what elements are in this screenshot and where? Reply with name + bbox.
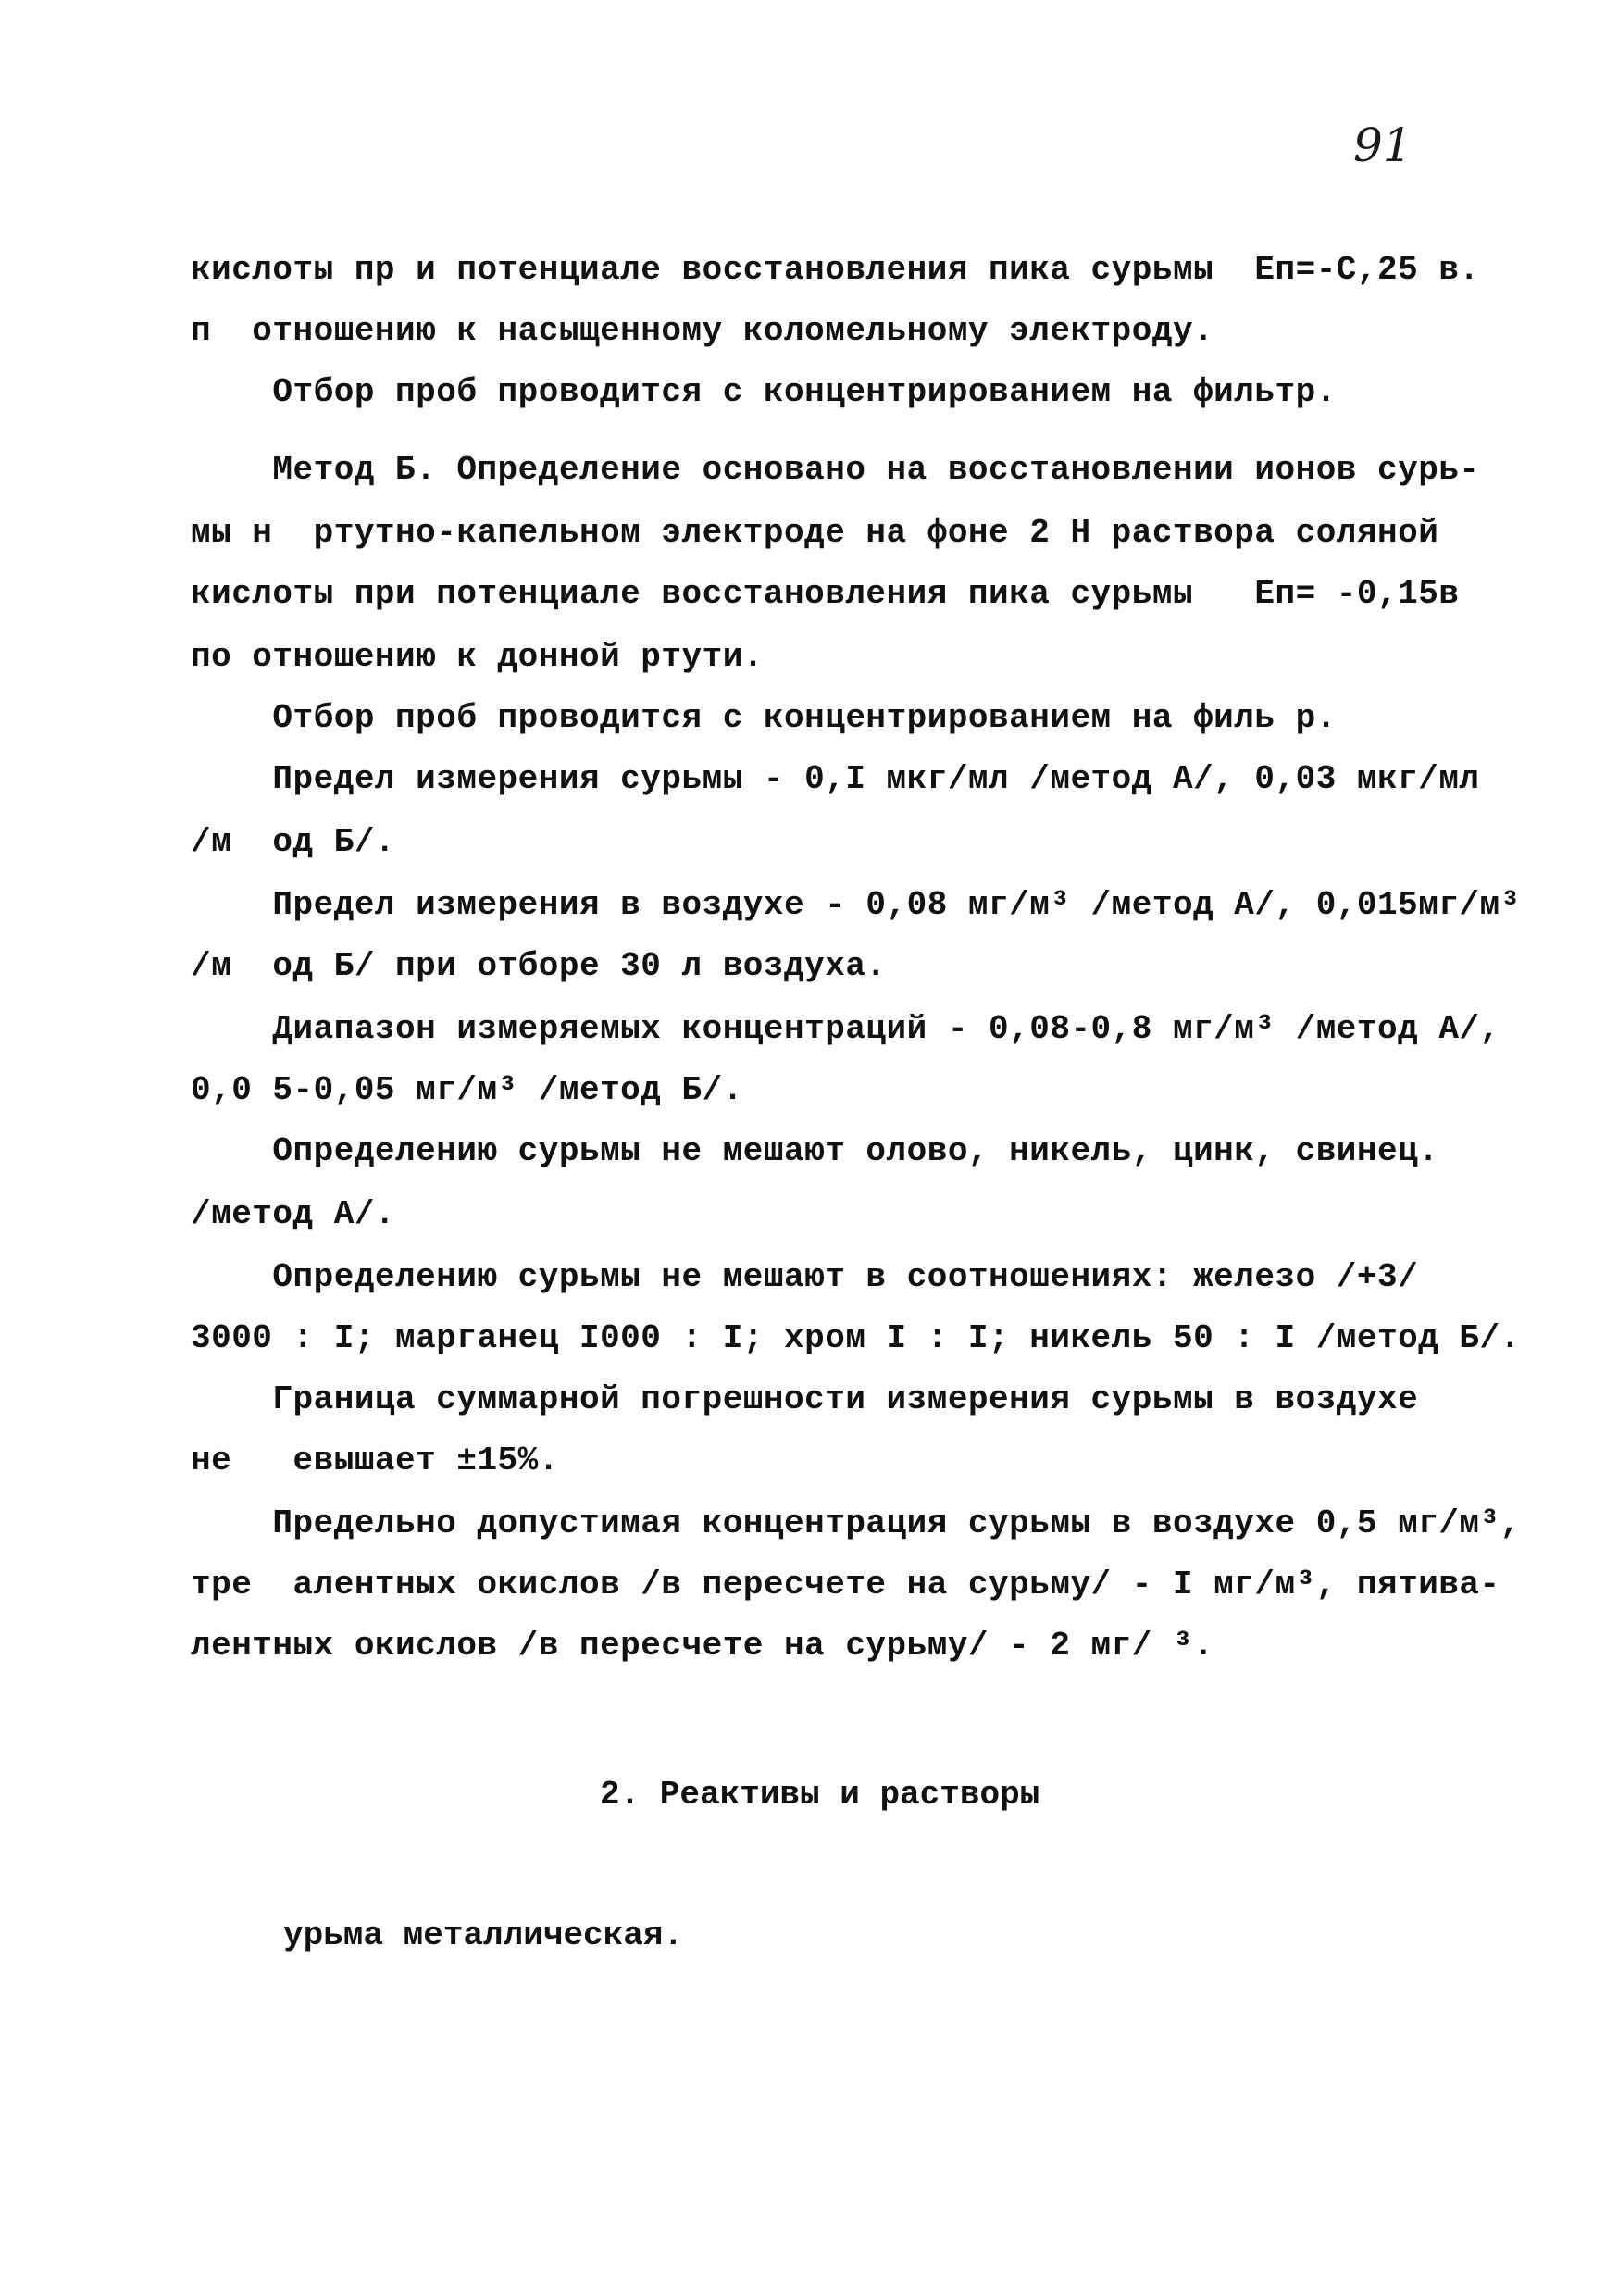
trailing-line: урьма металлическая.	[283, 1916, 684, 1954]
text-line: /м од Б/.	[191, 823, 396, 861]
text-line: Граница суммарной погрешности измерения сурьмы в воздухе	[191, 1380, 1419, 1418]
text-line: Диапазон измеряемых концентраций - 0,08-0,8 мг/м³ /метод А/,	[191, 1010, 1500, 1048]
text-line: не евышает ±15%.	[191, 1441, 559, 1479]
text-line: мы н ртутно-капельном электроде на фоне 2 Н раствора соляной	[191, 514, 1439, 552]
text-line: /м од Б/ при отборе 30 л воздуха.	[191, 947, 887, 985]
text-line: Определению сурьмы не мешают в соотношениях: железо /+3/	[191, 1258, 1419, 1296]
text-line: Отбор проб проводится с концентрированием на филь р.	[191, 699, 1337, 737]
text-line: Определению сурьмы не мешают олово, никель, цинк, свинец.	[191, 1132, 1439, 1170]
text-line: Предел измерения сурьмы - 0,I мкг/мл /метод А/, 0,03 мкг/мл	[191, 760, 1480, 798]
text-line: кислоты при потенциале восстановления пика сурьмы Eп= -0,15в	[191, 575, 1460, 613]
text-line: Предельно допустимая концентрация сурьмы в воздухе 0,5 мг/м³,	[191, 1504, 1521, 1542]
text-line: по отношению к донной ртути.	[191, 638, 764, 676]
text-line: Метод Б. Определение основано на восстановлении ионов сурь-	[191, 451, 1480, 489]
text-line: 3000 : I; марганец I000 : I; хром I : I; никель 50 : I /метод Б/.	[191, 1319, 1521, 1357]
text-line: лентных окислов /в пересчете на сурьму/ - 2 мг/ ³.	[191, 1627, 1214, 1665]
text-line: Предел измерения в воздухе - 0,08 мг/м³ /метод А/, 0,015мг/м³	[191, 886, 1521, 924]
text-line: 0,0 5-0,05 мг/м³ /метод Б/.	[191, 1071, 743, 1109]
section-heading: 2. Реактивы и растворы	[600, 1776, 1040, 1814]
text-line: кислоты пр и потенциале восстановления пика сурьмы Eп=-С,25 в.	[191, 251, 1480, 289]
text-line: тре алентных окислов /в пересчете на сурьму/ - I мг/м³, пятива-	[191, 1566, 1500, 1603]
text-line: /метод А/.	[191, 1195, 396, 1233]
text-line: Отбор проб проводится с концентрированием на фильтр.	[191, 373, 1337, 411]
page-number: 91	[1353, 119, 1413, 172]
text-line: п отношению к насыщенному коломельному электроду.	[191, 312, 1214, 350]
